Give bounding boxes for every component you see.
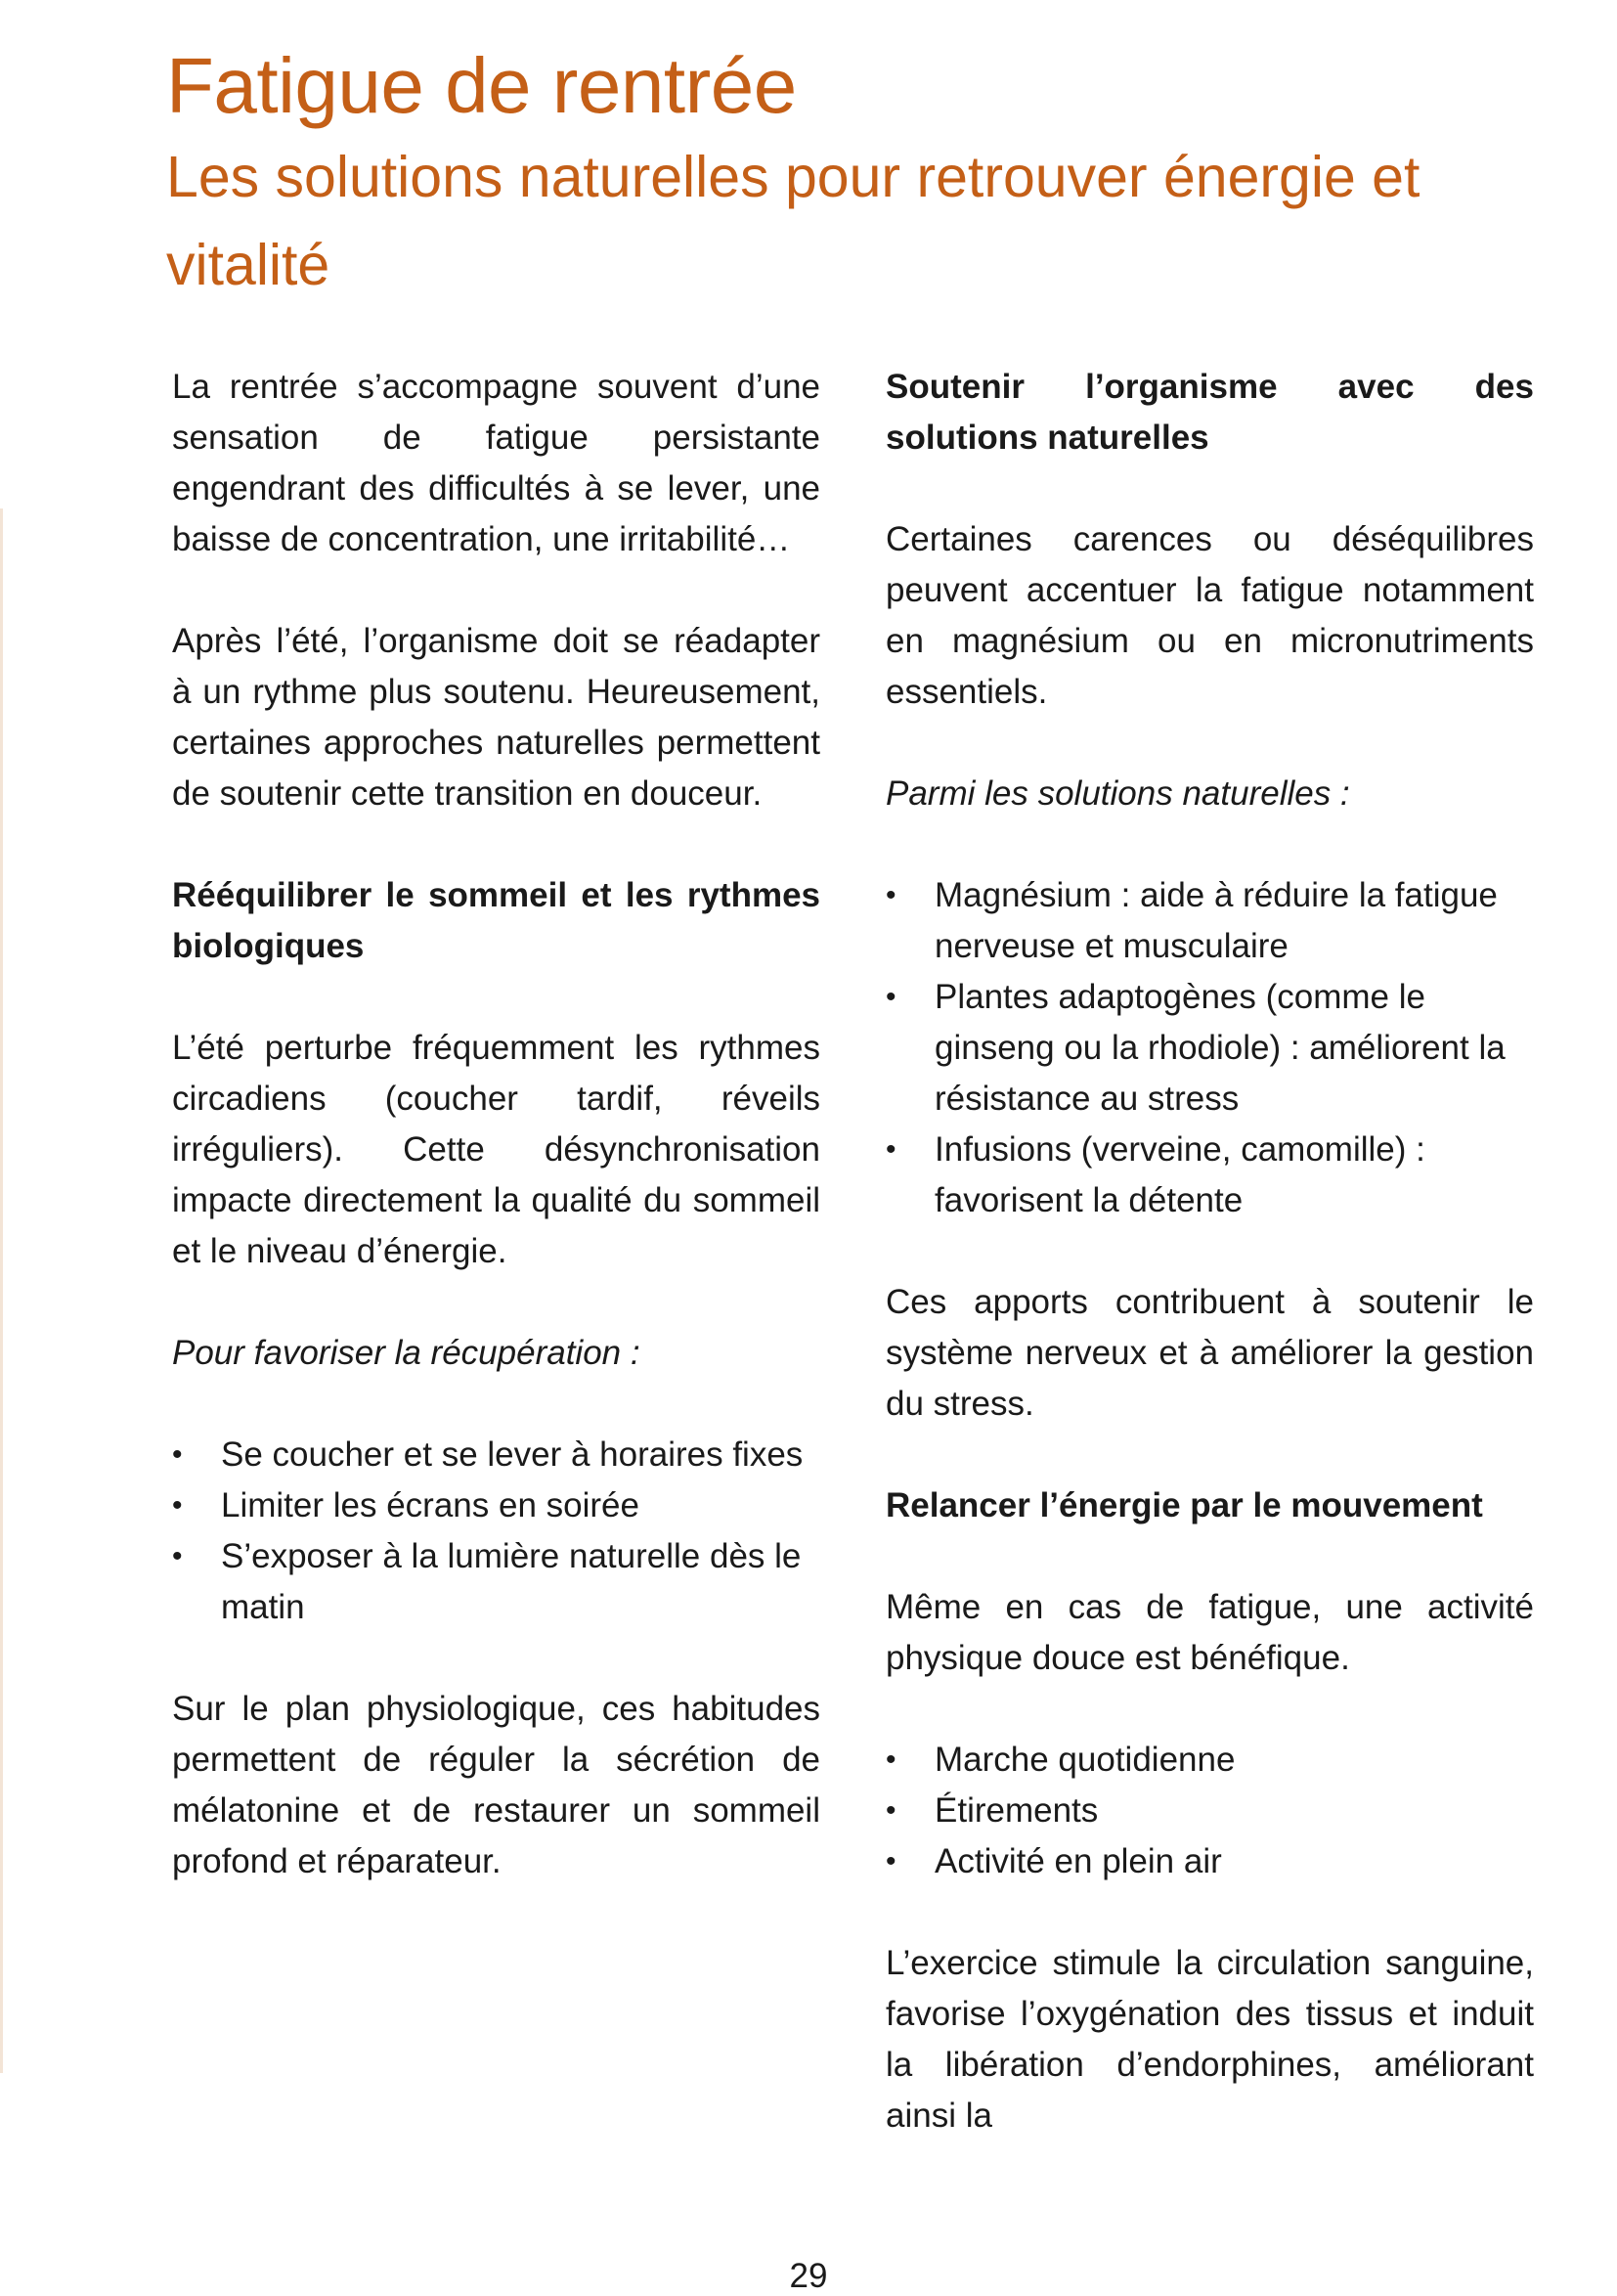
paragraph-intro: La rentrée s’accompagne souvent d’une sensation de fatigue persistante engendrant des difficultés à se lever, une baisse de concentration, une irritabilité… bbox=[172, 368, 820, 558]
page-number: 29 bbox=[789, 2257, 828, 2295]
list-item bbox=[886, 972, 1534, 1125]
list-item bbox=[172, 1480, 820, 1531]
list-item bbox=[886, 1735, 1534, 1786]
list-item-text: S’exposer à la lumière naturelle dès le matin bbox=[221, 1537, 802, 1626]
list-intro-recovery: Pour favoriser la récupération : bbox=[172, 1334, 640, 1372]
bullet-icon: • bbox=[172, 1489, 183, 1522]
paragraph-exercise: L’exercice stimule la circulation sanguine, favorise l’oxygénation des tissus et induit la libération d’endorphines, améliorant ainsi la bbox=[886, 1944, 1534, 2135]
bullet-icon: • bbox=[886, 1794, 896, 1827]
page-edge-rule bbox=[0, 508, 3, 2073]
solutions-list bbox=[886, 870, 1534, 1226]
bullet-icon: • bbox=[172, 1540, 183, 1572]
activity-list bbox=[886, 1735, 1534, 1887]
bullet-icon: • bbox=[172, 1438, 183, 1471]
list-item-text: Étirements bbox=[935, 1791, 1099, 1830]
list-item bbox=[172, 1430, 820, 1480]
paragraph-nervous-system: Ces apports contribuent à soutenir le système nerveux et à améliorer la gestion du stress. bbox=[886, 1283, 1534, 1423]
bullet-icon: • bbox=[886, 981, 896, 1013]
list-item bbox=[886, 1125, 1534, 1226]
list-item-text: Limiter les écrans en soirée bbox=[221, 1486, 639, 1524]
section-heading-natural-solutions: Soutenir l’organisme avec des solutions naturelles bbox=[886, 368, 1534, 457]
section-heading-movement: Relancer l’énergie par le mouvement bbox=[886, 1486, 1483, 1524]
list-item-text: Se coucher et se lever à horaires fixes bbox=[221, 1435, 804, 1474]
bullet-icon: • bbox=[886, 879, 896, 911]
list-item bbox=[886, 870, 1534, 972]
section-heading-sleep: Rééquilibrer le sommeil et les rythmes biologiques bbox=[172, 876, 820, 965]
bullet-icon: • bbox=[886, 1133, 896, 1166]
paragraph-deficiencies: Certaines carences ou déséquilibres peuvent accentuer la fatigue notamment en magnésium ou en micronutriments essentiels. bbox=[886, 520, 1534, 711]
list-item bbox=[886, 1786, 1534, 1836]
paragraph-after-summer: Après l’été, l’organisme doit se réadapter à un rythme plus soutenu. Heureusement, certaines approches naturelles permettent de soutenir cette transition en douceur. bbox=[172, 622, 820, 813]
paragraph-gentle-activity: Même en cas de fatigue, une activité physique douce est bénéfique. bbox=[886, 1588, 1534, 1677]
list-intro-solutions: Parmi les solutions naturelles : bbox=[886, 774, 1350, 813]
list-item-text: Magnésium : aide à réduire la fatigue nerveuse et musculaire bbox=[935, 876, 1498, 965]
list-item bbox=[172, 1531, 820, 1633]
recovery-list bbox=[172, 1430, 820, 1633]
article-subtitle: Les solutions naturelles pour retrouver énergie et vitalité bbox=[166, 145, 1420, 298]
list-item-text: Plantes adaptogènes (comme le ginseng ou la rhodiole) : améliorent la résistance au stress bbox=[935, 978, 1506, 1118]
list-item-text: Activité en plein air bbox=[935, 1842, 1222, 1880]
paragraph-circadian: L’été perturbe fréquemment les rythmes circadiens (coucher tardif, réveils irréguliers). Cette désynchronisation impacte directement la qualité du sommeil et le niveau d’énergie. bbox=[172, 1029, 820, 1270]
article-title: Fatigue de rentrée bbox=[166, 42, 797, 129]
list-item-text: Marche quotidienne bbox=[935, 1741, 1236, 1779]
bullet-icon: • bbox=[886, 1845, 896, 1877]
list-item-text: Infusions (verveine, camomille) : favorisent la détente bbox=[935, 1130, 1425, 1219]
right-column bbox=[886, 362, 1534, 2192]
left-column bbox=[172, 362, 820, 1938]
list-item bbox=[886, 1836, 1534, 1887]
bullet-icon: • bbox=[886, 1744, 896, 1776]
paragraph-physiology: Sur le plan physiologique, ces habitudes permettent de réguler la sécrétion de mélatonine et de restaurer un sommeil profond et réparateur. bbox=[172, 1690, 820, 1880]
article-header bbox=[166, 39, 1535, 310]
